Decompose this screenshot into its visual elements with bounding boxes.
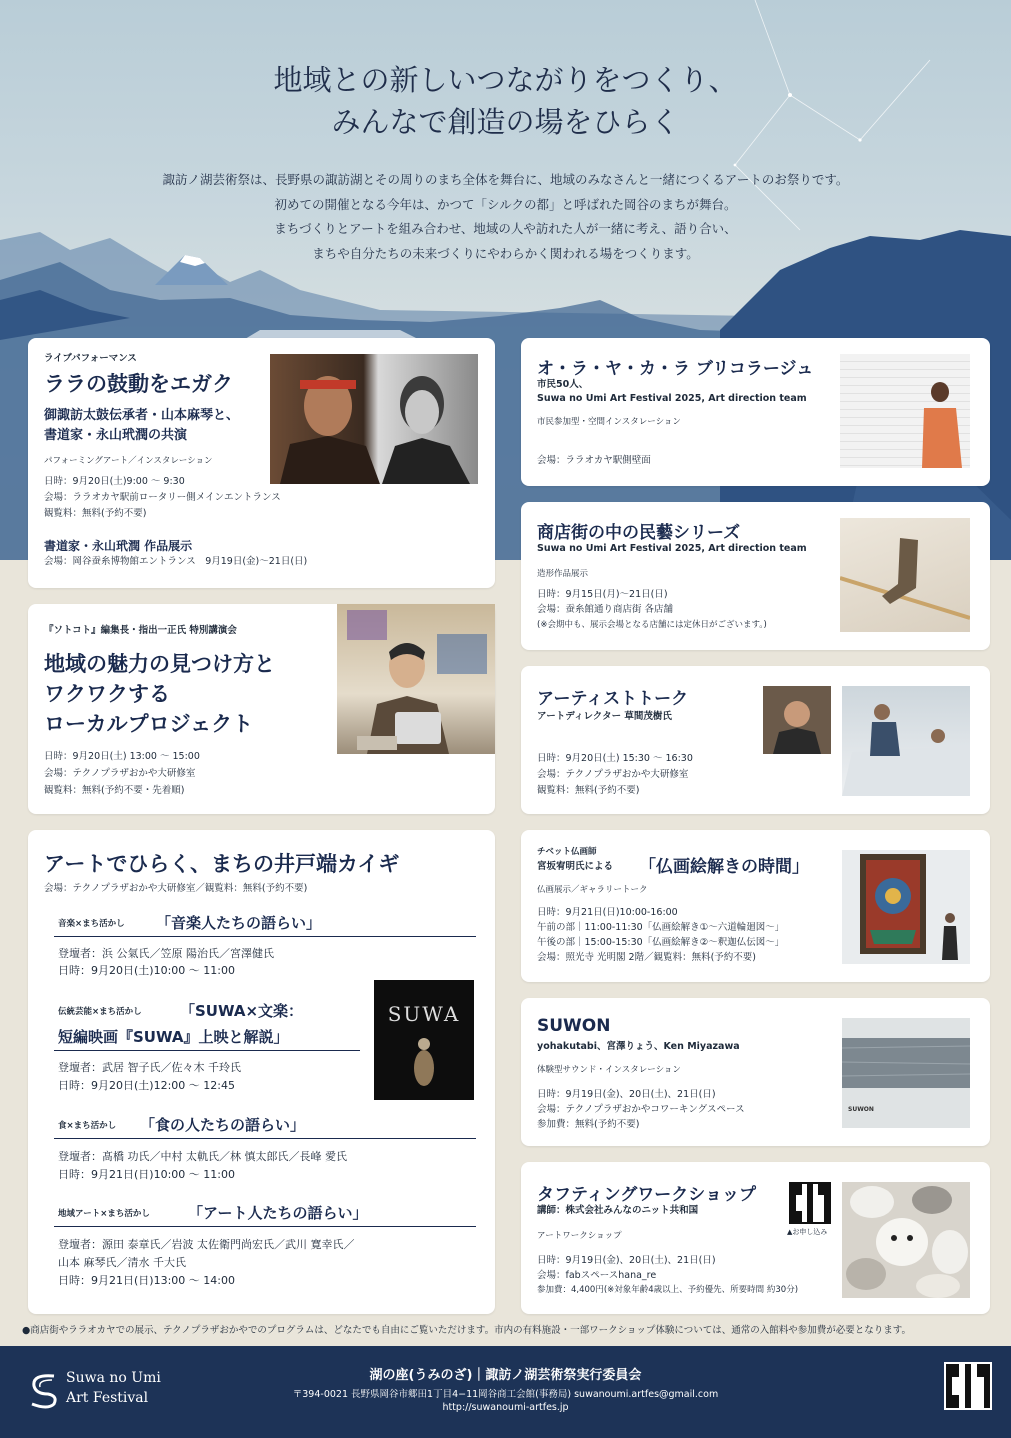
tufting-photo: [842, 1182, 970, 1298]
event-title: ワクワクする: [44, 682, 170, 706]
session-tag: 伝統芸能×まち活かし: [58, 1007, 142, 1017]
event-card-buddhist-art: [521, 830, 990, 982]
event-title: オ・ラ・ヤ・カ・ラ ブリコラージュ: [537, 359, 814, 379]
intro-text: [0, 168, 1011, 266]
session-speakers: 山本 麻琴氏／清水 千大氏: [58, 1256, 186, 1269]
divider: [54, 1138, 476, 1139]
event-title: ローカルプロジェクト: [44, 712, 254, 736]
event-title: ララの鼓動をエガク: [44, 372, 233, 396]
intro-line: まちや自分たちの未来づくりにやわらかく関われる場をつくります。: [312, 245, 699, 261]
qr-cell: [796, 1217, 801, 1222]
session-speakers: 登壇者：武居 智子氏／佐々木 千玲氏: [58, 1061, 241, 1074]
session-tag: 音楽×まち活かし: [58, 919, 125, 929]
event-genre: アートワークショップ: [537, 1231, 622, 1241]
divider: [54, 1226, 476, 1227]
event-extra-title: 書道家・永山玳潤 作品展示: [44, 539, 193, 553]
event-genre: 体験型サウンド・インスタレーション: [537, 1065, 681, 1075]
event-date: 日時：9月20日(土)9:00 ～ 9:30: [44, 476, 185, 487]
session-date: 日時：9月21日(日)13:00 ～ 14:00: [58, 1274, 235, 1287]
footer: [0, 1346, 1011, 1438]
footnote: ●商店街やララオカヤでの展示、テクノプラザおかやでのプログラムは、どなたでも自由にご覧いただけます。市内の有料施設・一部ワークショップ体験については、通常の入館料や参加費が必要となります。: [22, 1325, 911, 1336]
event-sub: Suwa no Umi Art Festival 2025, Art direction team: [537, 393, 807, 404]
event-sub: yohakutabi、宮澤りょう、Ken Miyazawa: [537, 1041, 740, 1052]
event-card-mingei: [521, 502, 990, 650]
event-line: 日時：9月20日(土) 15:30 ～ 16:30: [537, 753, 693, 764]
event-line: 会場：照光寺 光明閣 2階／観覧料：無料(予約不要): [537, 952, 756, 963]
event-subtitle: 御諏訪太鼓伝承者・山本麻琴と、: [44, 408, 240, 423]
event-line: 会場：テクノプラザおかや大研修室: [537, 769, 689, 780]
intro-line: 諏訪ノ湖芸術祭は、長野県の諏訪湖とその周りのまち全体を舞台に、地域のみなさんと一緒につくるアートのお祭りです。: [162, 172, 849, 187]
qr-cell: [952, 1370, 958, 1376]
session-title: 「SUWA×文楽：: [180, 1002, 304, 1020]
qr-cell: [796, 1189, 801, 1194]
intro-line: まちづくりとアートを組み合わせ、地域の人や訪れた人が一緒に考え、語り合い、: [274, 221, 737, 236]
event-subtitle: 書道家・永山玳潤の共演: [44, 428, 188, 443]
poster-title: SUWON: [848, 1106, 874, 1113]
speaker-photo: [337, 604, 495, 754]
qr-cell: [984, 1402, 990, 1408]
poster-title: SUWA: [387, 1002, 461, 1026]
event-card-lara: [28, 338, 495, 588]
event-card-bricolage: [521, 338, 990, 486]
suwa-film-poster: [374, 980, 474, 1100]
workshop-photo: [842, 686, 970, 796]
event-line: 日時：9月21日(日)10:00-16:00: [537, 907, 678, 918]
event-line: 日時：9月15日(月)～21日(日): [537, 589, 668, 600]
event-fee: 観覧料：無料(予約不要・先着順): [44, 785, 185, 796]
event-venue: 会場：ララオカヤ駅前ロータリー側メインエントランス: [44, 492, 281, 503]
session-tag: 食×まち活かし: [58, 1121, 117, 1131]
logo-text: Art Festival: [66, 1390, 149, 1406]
event-fee: 観覧料：無料(予約不要): [44, 508, 147, 519]
event-venue: 会場：テクノプラザおかや大研修室／観覧料：無料(予約不要): [44, 883, 308, 894]
event-card-tufting: [521, 1162, 990, 1314]
event-line: 参加費：無料(予約不要): [537, 1119, 640, 1130]
address: 〒394-0021 長野県岡谷市郷田1丁目4−11岡谷商工会館(事務局) suwanoumi.artfes@gmail.com: [292, 1389, 719, 1400]
intro-line: 初めての開催となる今年は、かつて「シルクの都」と呼ばれた岡谷のまちが舞台。: [274, 196, 737, 212]
session-tag: 地域アート×まち活かし: [58, 1209, 150, 1219]
event-venue: 会場：テクノプラザおかや大研修室: [44, 768, 196, 779]
event-title: SUWON: [537, 1016, 611, 1036]
suwon-poster: [842, 1018, 970, 1128]
session-date: 日時：9月20日(土)10:00 ～ 11:00: [58, 964, 235, 977]
event-card-suwon: [521, 998, 990, 1146]
session-speakers: 登壇者：髙橋 功氏／中村 太軌氏／林 慎太郎氏／長峰 愛氏: [58, 1150, 347, 1163]
event-genre: 仏画展示／ギャラリートーク: [537, 885, 648, 895]
session-speakers: 登壇者：源田 泰章氏／岩波 太佐衛門尚宏氏／武川 寛幸氏／: [58, 1238, 355, 1251]
event-line: 日時：9月19日(金)、20日(土)、21日(日): [537, 1089, 716, 1100]
event-title: アートでひらく、まちの井戸端カイギ: [44, 852, 400, 876]
director-photo: [763, 686, 831, 754]
event-title: 「仏画絵解きの時間」: [639, 857, 809, 877]
thangka-photo: [842, 850, 970, 964]
website-qr-code[interactable]: [944, 1362, 992, 1410]
event-category: 『ソトコト』編集長・指出一正氏 特別講演会: [44, 625, 237, 636]
signup-label: ▲お申し込み: [787, 1228, 828, 1236]
event-title: アーティストトーク: [537, 689, 689, 709]
mingei-photo: [840, 518, 970, 632]
session-title: 短編映画『SUWA』上映と解説」: [58, 1028, 289, 1046]
event-extra-info: 会場：岡谷蚕糸博物館エントランス 9月19日(金)～21日(日): [44, 556, 308, 567]
website-link[interactable]: http://suwanoumi-artfes.jp: [442, 1402, 569, 1413]
event-line: 会場：ララオカヤ駅側壁面: [537, 455, 651, 466]
event-pre: チベット仏画師: [537, 847, 597, 857]
session-speakers: 登壇者：浜 公氣氏／笠原 陽治氏／宮澤健氏: [58, 947, 274, 960]
qr-cell: [952, 1402, 958, 1408]
headline-line-2: みんなで創造の場をひらく: [331, 105, 680, 139]
event-line: 午後の部｜15:00-15:30「仏画絵解き②～釈迦仏伝図～」: [537, 937, 785, 948]
event-card-artist-talk: [521, 666, 990, 814]
event-title: 商店街の中の民藝シリーズ: [537, 523, 741, 543]
event-title: タフティングワークショップ: [537, 1185, 756, 1205]
event-line: (※会期中も、展示会場となる店舗には定休日がございます。): [537, 620, 767, 630]
event-line: 会場：fabスペースhana_re: [537, 1270, 657, 1281]
divider: [54, 1050, 360, 1051]
event-line: 参加費：4,400円(※対象年齢4歳以上、予約優先、所要時間 約30分): [537, 1285, 799, 1295]
event-sub: 市民50人、: [537, 379, 589, 390]
headline-line-1: 地域との新しいつながりをつくり、: [273, 63, 738, 97]
event-pre: 宮坂宥明氏による: [537, 861, 614, 872]
performers-photo: [270, 354, 478, 484]
session-title: 「音楽人たちの語らい」: [156, 914, 322, 932]
qr-cell: [807, 1217, 812, 1222]
event-category: ライブパフォーマンス: [44, 353, 137, 364]
event-genre: 市民参加型・空間インスタレーション: [537, 417, 681, 427]
event-line: 日時：9月19日(金)、20日(土)、21日(日): [537, 1255, 716, 1266]
logo-text: Suwa no Umi: [66, 1370, 161, 1386]
qr-cell: [824, 1217, 829, 1222]
event-genre: パフォーミングアート／インスタレーション: [44, 456, 213, 466]
event-card-lecture: [28, 604, 495, 814]
event-sub: アートディレクター 草間茂樹氏: [537, 711, 672, 722]
event-sub: 講師：株式会社みんなのニット共和国: [537, 1205, 699, 1216]
qr-cell: [965, 1402, 971, 1408]
divider: [54, 936, 476, 937]
signup-qr-code[interactable]: [789, 1182, 831, 1224]
event-line: 午前の部｜11:00-11:30「仏画絵解き①～六道輪廻図～」: [537, 922, 785, 933]
event-sub: Suwa no Umi Art Festival 2025, Art direction team: [537, 543, 807, 554]
session-date: 日時：9月20日(土)12:00 ～ 12:45: [58, 1079, 235, 1092]
event-line: 観覧料：無料(予約不要): [537, 785, 640, 796]
session-title: 「食の人たちの語らい」: [140, 1116, 306, 1134]
event-card-idobata: [28, 830, 495, 1314]
event-genre: 造形作品展示: [537, 569, 589, 579]
event-title: 地域の魅力の見つけ方と: [44, 652, 275, 676]
session-date: 日時：9月21日(日)10:00 ～ 11:00: [58, 1168, 235, 1181]
event-line: 会場：蚕糸館通り商店街 各店舗: [537, 604, 674, 615]
organizer: 湖の座(うみのざ)｜諏訪ノ湖芸術祭実行委員会: [369, 1368, 642, 1383]
event-date: 日時：9月20日(土) 13:00 ～ 15:00: [44, 751, 200, 762]
event-line: 会場：テクノプラザおかやコワーキングスペース: [537, 1104, 745, 1115]
session-title: 「アート人たちの語らい」: [188, 1204, 368, 1222]
shutter-photo: [840, 354, 970, 468]
